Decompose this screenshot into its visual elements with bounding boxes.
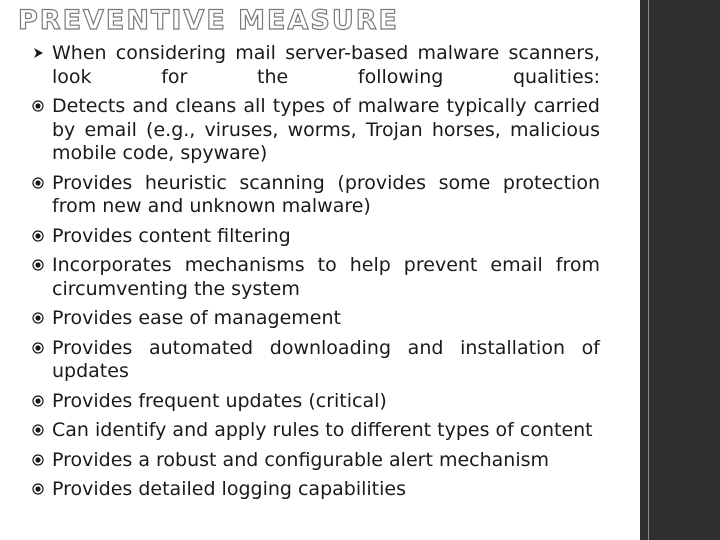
list-item — [52, 42, 600, 89]
circle-bullet-icon — [32, 454, 44, 466]
list-item-text: Incorporates mechanisms to help prevent email from circumventing the system — [52, 254, 600, 300]
slide-title: PREVENTIVE MEASURE — [18, 5, 399, 36]
circle-bullet-icon — [32, 424, 44, 436]
list-item-text: When considering mail server-based malware scanners, look for the following qualities: — [52, 42, 600, 88]
circle-bullet-icon — [32, 395, 44, 407]
bullet-list — [52, 42, 600, 502]
list-item — [52, 254, 600, 301]
list-item — [52, 449, 600, 473]
list-item-text: Provides ease of management — [52, 307, 341, 329]
list-item — [52, 307, 600, 331]
list-item-text: Provides heuristic scanning (provides some protection from new and unknown malware) — [52, 171, 600, 217]
list-item-text: Provides a robust and configurable alert mechanism — [52, 448, 550, 471]
circle-bullet-icon — [32, 100, 44, 112]
list-item — [52, 172, 600, 219]
list-item-text: Provides automated downloading and installation of updates — [52, 336, 600, 382]
list-item — [52, 419, 600, 443]
circle-bullet-icon — [32, 177, 44, 189]
circle-bullet-icon — [32, 230, 44, 242]
list-item — [52, 95, 600, 166]
list-item-text: Provides frequent updates (critical) — [52, 389, 387, 412]
list-item — [52, 337, 600, 384]
circle-bullet-icon — [32, 483, 44, 495]
arrow-bullet-icon — [32, 47, 44, 59]
circle-bullet-icon — [32, 342, 44, 354]
list-item — [52, 390, 600, 414]
list-item — [52, 225, 600, 249]
list-item-text: Provides content filtering — [52, 224, 291, 247]
list-item-text: Detects and cleans all types of malware typically carried by email (e.g., viruses, worms, Trojan horses, malicious mobile code, spyware) — [52, 95, 600, 164]
list-item-text: Provides detailed logging capabilities — [52, 478, 406, 500]
circle-bullet-icon — [32, 259, 44, 271]
side-band-divider — [648, 0, 649, 540]
decorative-side-band — [640, 0, 720, 540]
list-item — [52, 478, 600, 502]
list-item-text: Can identify and apply rules to different types of content — [52, 419, 593, 441]
circle-bullet-icon — [32, 312, 44, 324]
